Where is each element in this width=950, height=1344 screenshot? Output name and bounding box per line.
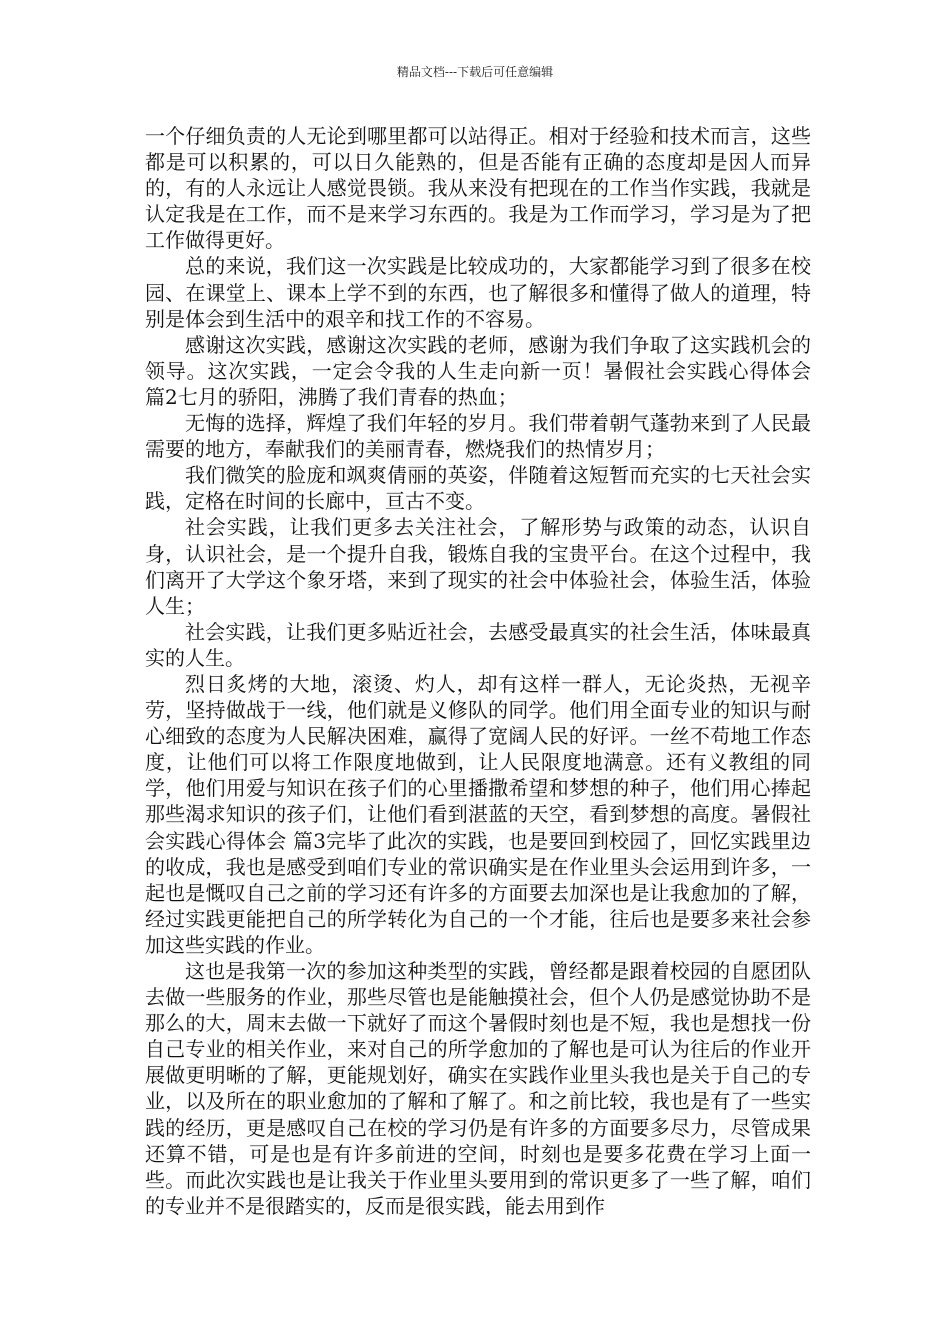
paragraph: 感谢这次实践，感谢这次实践的老师，感谢为我们争取了这实践机会的领导。这次实践，一定会令我的人生走向新一页！暑假社会实践心得体会 篇2七月的骄阳，沸腾了我们青春的热血；: [145, 332, 811, 409]
paragraph: 总的来说，我们这一次实践是比较成功的，大家都能学习到了很多在校园、在课堂上、课本上学不到的东西，也了解很多和懂得了做人的道理，特别是体会到生活中的艰辛和找工作的不容易。: [145, 254, 811, 331]
paragraph: 这也是我第一次的参加这种类型的实践，曾经都是跟着校园的自愿团队去做一些服务的作业，那些尽管也是能触摸社会，但个人仍是感觉协助不是那么的大，周末去做一下就好了而这个暑假时刻也是不短，我也是想找一份自己专业的相关作业，来对自己的所学愈加的了解也是可认为往后的作业开展做更明晰的了解，更能规划好，确实在实践作业里头我也是关于自己的专业，以及所在的职业愈加的了解和了解了。和之前比较，我也是有了一些实践的经历，更是感叹自己在校的学习仍是有许多的方面要多尽力，尽管成果还算不错，可是也是有许多前进的空间，时刻也是要多花费在学习上面一些。而此次实践也是让我关于作业里头要用到的常识更多了一些了解，咱们的专业并不是很踏实的，反而是很实践，能去用到作: [145, 959, 811, 1218]
paragraph: 我们微笑的脸庞和飒爽倩丽的英姿，伴随着这短暂而充实的七天社会实践，定格在时间的长廊中，亘古不变。: [145, 463, 811, 514]
page-header: 精品文档---下载后可任意编辑: [396, 65, 554, 79]
document-body: [145, 123, 811, 1219]
paragraph: 一个仔细负责的人无论到哪里都可以站得正。相对于经验和技术而言，这些都是可以积累的，可以日久能熟的，但是否能有正确的态度却是因人而异的，有的人永远让人感觉畏锁。我从来没有把现在的工作当作实践，我就是认定我是在工作，而不是来学习东西的。我是为工作而学习，学习是为了把工作做得更好。: [145, 124, 811, 253]
paragraph: 社会实践，让我们更多贴近社会，去感受最真实的社会生活，体味最真实的人生。: [145, 619, 811, 670]
paragraph: 烈日炙烤的大地，滚烫、灼人，却有这样一群人，无论炎热，无视辛劳，坚持做战于一线，他们就是义修队的同学。他们用全面专业的知识与耐心细致的态度为人民解决困难，赢得了宽阔人民的好评。一丝不苟地工作态度，让他们可以将工作限度地做到，让人民限度地满意。还有义教组的同学，他们用爱与知识在孩子们的心里播撒希望和梦想的种子，他们用心捧起那些渴求知识的孩子们，让他们看到湛蓝的天空，看到梦想的高度。暑假社会实践心得体会 篇3完毕了此次的实践，也是要回到校园了，回忆实践里边的收成，我也是感受到咱们专业的常识确实是在作业里头会运用到许多，一起也是慨叹自己之前的学习还有许多的方面要去加深也是让我愈加的了解，经过实践更能把自己的所学转化为自己的一个才能，往后也是要多来社会参加这些实践的作业。: [145, 671, 811, 957]
paragraph: 社会实践，让我们更多去关注社会，了解形势与政策的动态，认识自身，认识社会，是一个提升自我，锻炼自我的宝贵平台。在这个过程中，我们离开了大学这个象牙塔，来到了现实的社会中体验社会，体验生活，体验人生；: [145, 515, 811, 618]
paragraph: 无悔的选择，辉煌了我们年轻的岁月。我们带着朝气蓬勃来到了人民最需要的地方，奉献我们的美丽青春，燃烧我们的热情岁月；: [145, 411, 811, 462]
